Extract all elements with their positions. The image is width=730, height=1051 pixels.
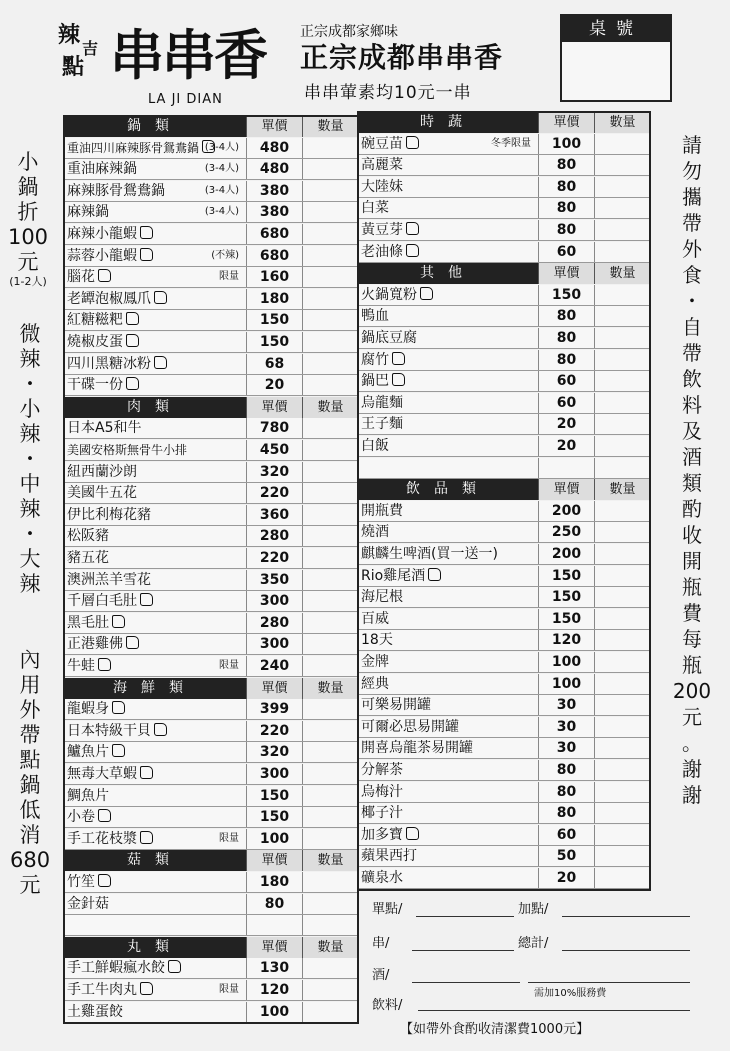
brand-pinyin: LA JI DIAN (148, 92, 223, 107)
item-price: 450 (246, 440, 302, 460)
vertical-char: ・ (19, 447, 41, 471)
item-price: 100 (538, 134, 594, 154)
qty-header: 數量 (302, 937, 358, 958)
vertical-char: 元 (17, 250, 39, 274)
vertical-char: 內 (19, 648, 41, 672)
price-header: 單價 (538, 112, 594, 133)
section-title: 其他 (358, 263, 538, 284)
item-name-text: 紅糖糍粑 (67, 312, 123, 329)
logo-char: 辣 (58, 22, 81, 48)
item-price: 380 (246, 202, 302, 222)
item-price: 180 (246, 289, 302, 309)
table-number-label: 桌號 (562, 16, 670, 42)
item-name-text: 竹笙 (67, 874, 95, 890)
item-name-text: 美國安格斯無骨牛小排 (67, 443, 188, 457)
vertical-char: 小 (17, 150, 39, 174)
vertical-char: 謝 (682, 783, 702, 807)
item-price: 150 (246, 807, 302, 827)
item-name-text: 老油條 (361, 243, 403, 260)
item-price: 680 (246, 246, 302, 266)
item-price: 300 (246, 764, 302, 784)
item-name-text: 海尼根 (361, 589, 403, 606)
item-name-text: 蘋果西打 (361, 848, 417, 865)
vertical-char: 低 (19, 798, 41, 822)
item-price: 680 (246, 224, 302, 244)
item-price: 150 (538, 609, 594, 629)
item-name-text: 澳洲羔羊雪花 (67, 571, 151, 588)
item-name-text: 手工牛肉丸 (67, 982, 137, 998)
vertical-char: 微 (19, 322, 41, 346)
item-name-text: 松阪豬 (67, 528, 109, 545)
vertical-char: 謝 (682, 757, 702, 781)
item-name-text: 麻辣豚骨鴛鴦鍋 (67, 182, 165, 199)
vertical-char: 大 (19, 547, 41, 571)
item-name-text: 日本特級干貝 (67, 722, 151, 739)
item-price: 80 (538, 782, 594, 802)
item-name-text: 烏龍麵 (361, 394, 403, 411)
item-price: 60 (538, 371, 594, 391)
vertical-char: 。 (682, 731, 702, 755)
table-border (357, 111, 651, 891)
section-title: 時蔬 (358, 112, 538, 133)
item-price: 130 (246, 958, 302, 978)
item-name-text: 黑毛肚 (67, 614, 109, 631)
item-price: 80 (538, 155, 594, 175)
item-price: 200 (538, 501, 594, 521)
vertical-char: 食 (682, 263, 702, 287)
liquor-field[interactable] (412, 982, 520, 983)
item-price: 320 (246, 462, 302, 482)
item-price: 399 (246, 699, 302, 719)
add-field[interactable] (562, 916, 690, 917)
vertical-char: 小 (19, 397, 41, 421)
item-price: 80 (538, 803, 594, 823)
item-name-text: 蒜蓉小龍蝦 (67, 247, 137, 264)
vertical-char: 外 (682, 237, 702, 261)
item-price: 50 (538, 846, 594, 866)
item-name-text: 牛蛙 (67, 658, 95, 674)
item-name-text: 鍋巴 (361, 373, 389, 390)
item-note: 限量 (219, 660, 239, 671)
vertical-char: 費 (682, 601, 702, 625)
cleaning-fee-note: 【如帶外食酌收清潔費1000元】 (400, 1022, 590, 1037)
vertical-char: 料 (682, 393, 702, 417)
qty-header: 數量 (302, 116, 358, 137)
item-name-text: 礦泉水 (361, 870, 403, 886)
price-header: 單價 (246, 397, 302, 418)
item-price: 220 (246, 483, 302, 503)
item-name-text: Rio雞尾酒 (361, 567, 426, 584)
drinks-label: 飲料/ (372, 998, 403, 1013)
item-price: 780 (246, 418, 302, 438)
item-price: 350 (246, 570, 302, 590)
vertical-char: ・ (19, 372, 41, 396)
item-price: 20 (538, 414, 594, 434)
promo-column (6, 150, 50, 289)
item-name-text: 開瓶費 (361, 502, 403, 519)
item-name-text: 伊比利梅花豬 (67, 506, 151, 523)
vertical-char: 開 (682, 549, 702, 573)
item-name-text: 18天 (361, 632, 393, 649)
vertical-char: 辣 (19, 347, 41, 371)
item-name-text: 高麗菜 (361, 157, 403, 174)
item-note: (3-4人) (204, 206, 239, 218)
vertical-char: 680 (10, 848, 51, 872)
item-price: 220 (246, 721, 302, 741)
tagline: 正宗成都家鄉味 (300, 24, 398, 40)
item-price: 480 (246, 138, 302, 158)
item-price: 60 (538, 825, 594, 845)
section-title: 丸類 (64, 937, 246, 958)
section-title: 肉類 (64, 397, 246, 418)
item-name-text: 鯛魚片 (67, 787, 109, 804)
vertical-char: ・ (19, 522, 41, 546)
total-field[interactable] (562, 950, 690, 951)
vertical-char: 酌 (682, 497, 702, 521)
item-name-text: 土雞蛋餃 (67, 1003, 123, 1020)
item-price: 240 (246, 656, 302, 676)
item-price: 80 (538, 760, 594, 780)
item-name-text: 經典 (361, 675, 389, 692)
qty-header: 數量 (302, 850, 358, 871)
item-name-text: 美國牛五花 (67, 485, 137, 502)
item-name-text: 分解茶 (361, 762, 403, 778)
item-name-text: 可爾必思易開罐 (361, 718, 459, 735)
item-name-text: 老罈泡椒鳳爪 (67, 290, 151, 307)
section-title: 海鮮類 (64, 678, 246, 699)
logo-char: 點 (62, 54, 85, 80)
item-price: 100 (246, 829, 302, 849)
total-label: 總計/ (518, 936, 549, 951)
service-note: 需加10%服務費 (534, 988, 607, 999)
order-form (360, 888, 670, 1028)
vertical-char: 每 (682, 627, 702, 651)
item-price: 60 (538, 393, 594, 413)
item-price: 220 (246, 548, 302, 568)
item-note: 冬季限量 (491, 137, 531, 149)
vertical-char: 元 (19, 873, 41, 897)
item-name-text: 燒椒皮蛋 (67, 334, 123, 350)
section-title: 菇類 (64, 850, 246, 871)
item-price: 280 (246, 613, 302, 633)
item-name-text: 豬五花 (67, 550, 109, 566)
item-name-text: 金針菇 (67, 895, 109, 912)
item-price: 30 (538, 695, 594, 715)
qty-header: 數量 (594, 112, 650, 133)
qty-header: 數量 (594, 479, 650, 500)
vertical-char: 中 (19, 472, 41, 496)
item-name-text: 紐西蘭沙朗 (67, 463, 137, 480)
vertical-char: 用 (19, 673, 41, 697)
item-name-text: 重油四川麻辣豚骨鴛鴦鍋 (67, 140, 200, 155)
skewer-label: 串/ (372, 936, 390, 951)
item-price: 180 (246, 872, 302, 892)
vertical-char: 類 (682, 471, 702, 495)
item-name-text: 開喜烏龍茶易開罐 (361, 740, 473, 757)
item-name-text: 正港雞佛 (67, 636, 123, 653)
item-name-text: 可樂易開罐 (361, 697, 431, 714)
vertical-char: 及 (682, 419, 702, 443)
item-name-text: 四川黑糖冰粉 (67, 355, 151, 372)
brand-title: 串串香 (110, 23, 266, 87)
item-name-text: 白菜 (361, 200, 389, 217)
qty-header: 數量 (302, 678, 358, 699)
section-title: 鍋類 (64, 116, 246, 137)
item-name-text: 麒麟生啤酒(買一送一) (361, 546, 498, 562)
minimum-charge (10, 648, 50, 898)
vertical-char: 勿 (682, 159, 702, 183)
promo-note: (1-2人) (9, 275, 47, 288)
item-price: 60 (538, 242, 594, 262)
item-price: 120 (538, 630, 594, 650)
add-label: 加點/ (518, 902, 549, 917)
item-name-text: 火鍋寬粉 (361, 286, 417, 303)
item-name-text: 大陸妹 (361, 178, 403, 195)
item-name-text: 鱸魚片 (67, 744, 109, 761)
item-note: 限量 (219, 984, 239, 995)
item-name-text: 椰子汁 (361, 805, 403, 822)
item-price: 250 (538, 522, 594, 542)
item-price: 380 (246, 181, 302, 201)
vertical-char: 鍋 (19, 773, 41, 797)
item-price: 280 (246, 526, 302, 546)
logo-mark (58, 24, 108, 90)
item-price: 150 (538, 566, 594, 586)
headline: 正宗成都串串香 (300, 41, 504, 74)
item-name-text: 金牌 (361, 654, 389, 670)
item-name-text: 重油麻辣鍋 (67, 161, 137, 178)
vertical-char: 飲 (682, 367, 702, 391)
item-name-text: 千層白毛肚 (67, 593, 137, 610)
item-price: 100 (538, 652, 594, 672)
vertical-char: 外 (19, 698, 41, 722)
item-name-text: 王子麵 (361, 416, 403, 433)
vertical-char: 自 (682, 315, 702, 339)
item-price: 20 (246, 375, 302, 395)
price-header: 單價 (538, 263, 594, 284)
item-note: (3-4人) (204, 184, 239, 196)
item-name-text: 龍蝦身 (67, 701, 109, 718)
item-price: 320 (246, 742, 302, 762)
item-price: 68 (246, 354, 302, 374)
vertical-char: 元 (682, 705, 702, 729)
qty-header: 數量 (302, 397, 358, 418)
item-name-text: 白飯 (361, 438, 389, 454)
item-price: 80 (538, 328, 594, 348)
vertical-char: 帶 (19, 723, 41, 747)
item-price: 100 (246, 1002, 302, 1022)
item-name-text: 腦花 (67, 269, 95, 286)
price-header: 單價 (538, 479, 594, 500)
vertical-char: 酒 (682, 445, 702, 469)
vertical-char: 100 (7, 225, 49, 249)
item-name-text: 腐竹 (361, 351, 389, 368)
single-field[interactable] (416, 916, 514, 917)
vertical-char: 辣 (19, 422, 41, 446)
item-name-text: 干碟一份 (67, 377, 123, 394)
item-price: 360 (246, 505, 302, 525)
item-price: 150 (538, 587, 594, 607)
item-note: (3-4人) (204, 163, 239, 175)
item-price: 160 (246, 267, 302, 287)
item-price: 150 (538, 285, 594, 305)
vertical-char: 點 (19, 748, 41, 772)
service-field[interactable] (528, 982, 690, 983)
logo-char: 吉 (82, 39, 99, 58)
skewer-field[interactable] (412, 950, 514, 951)
item-name-text: 小卷 (67, 809, 95, 826)
item-note: 限量 (219, 832, 239, 844)
section-title: 飲品類 (358, 479, 538, 500)
item-name-text: 鍋底豆腐 (361, 330, 417, 346)
item-name-text: 烏梅汁 (361, 783, 403, 800)
drinks-field[interactable] (418, 1010, 690, 1011)
item-name-text: 燒酒 (361, 524, 389, 541)
item-price: 480 (246, 159, 302, 179)
vertical-char: 攜 (682, 185, 702, 209)
item-price: 20 (538, 436, 594, 456)
item-price: 30 (538, 717, 594, 737)
price-header: 單價 (246, 116, 302, 137)
item-note: (3-4人) (204, 141, 239, 153)
item-name-text: 碗豆苗 (361, 135, 403, 152)
outside-food-notice (672, 132, 712, 808)
vertical-char: 折 (17, 200, 39, 224)
single-label: 單點/ (372, 902, 403, 917)
qty-header: 數量 (594, 263, 650, 284)
table-number-box[interactable] (560, 14, 672, 102)
vertical-char: 辣 (19, 497, 41, 521)
item-price: 150 (246, 332, 302, 352)
vertical-char: 帶 (682, 211, 702, 235)
item-note: (不辣) (211, 249, 239, 261)
vertical-char: 鍋 (17, 175, 39, 199)
item-price: 80 (246, 894, 302, 914)
item-price: 150 (246, 786, 302, 806)
item-name-text: 鴨血 (361, 308, 389, 325)
item-price: 300 (246, 634, 302, 654)
item-price: 80 (538, 306, 594, 326)
item-price: 120 (246, 980, 302, 1000)
vertical-char: 消 (19, 823, 41, 847)
vertical-char: ・ (682, 289, 702, 313)
vertical-char: 200 (672, 679, 712, 703)
item-name-text: 手工鮮蝦瘋水餃 (67, 960, 165, 977)
liquor-label: 酒/ (372, 968, 390, 983)
item-price: 300 (246, 591, 302, 611)
item-name-text: 麻辣鍋 (67, 204, 109, 221)
vertical-char: 辣 (19, 572, 41, 596)
item-name-text: 麻辣小龍蝦 (67, 226, 137, 242)
item-price: 80 (538, 198, 594, 218)
spice-levels (14, 322, 46, 597)
item-name-text: 黃豆芽 (361, 222, 403, 238)
price-header: 單價 (246, 678, 302, 699)
item-name-text: 百威 (361, 610, 389, 627)
vertical-char: 請 (682, 133, 702, 157)
item-price: 30 (538, 738, 594, 758)
vertical-char: 瓶 (682, 575, 702, 599)
item-price: 80 (538, 177, 594, 197)
vertical-char: 收 (682, 523, 702, 547)
price-header: 單價 (246, 937, 302, 958)
item-name-text: 無毒大草蝦 (67, 766, 137, 782)
price-header: 單價 (246, 850, 302, 871)
table-border (63, 115, 359, 1024)
item-price: 100 (538, 674, 594, 694)
vertical-char: 帶 (682, 341, 702, 365)
item-name-text: 加多寶 (361, 826, 403, 843)
item-name-text: 日本A5和牛 (67, 420, 142, 437)
item-price: 80 (538, 350, 594, 370)
item-price: 20 (538, 868, 594, 888)
item-price: 150 (246, 310, 302, 330)
item-note: 限量 (219, 271, 239, 283)
item-price: 200 (538, 544, 594, 564)
vertical-char: 瓶 (682, 653, 702, 677)
price-line: 串串葷素均10元一串 (304, 83, 472, 103)
item-price: 80 (538, 220, 594, 240)
item-name-text: 手工花枝漿 (67, 830, 137, 847)
